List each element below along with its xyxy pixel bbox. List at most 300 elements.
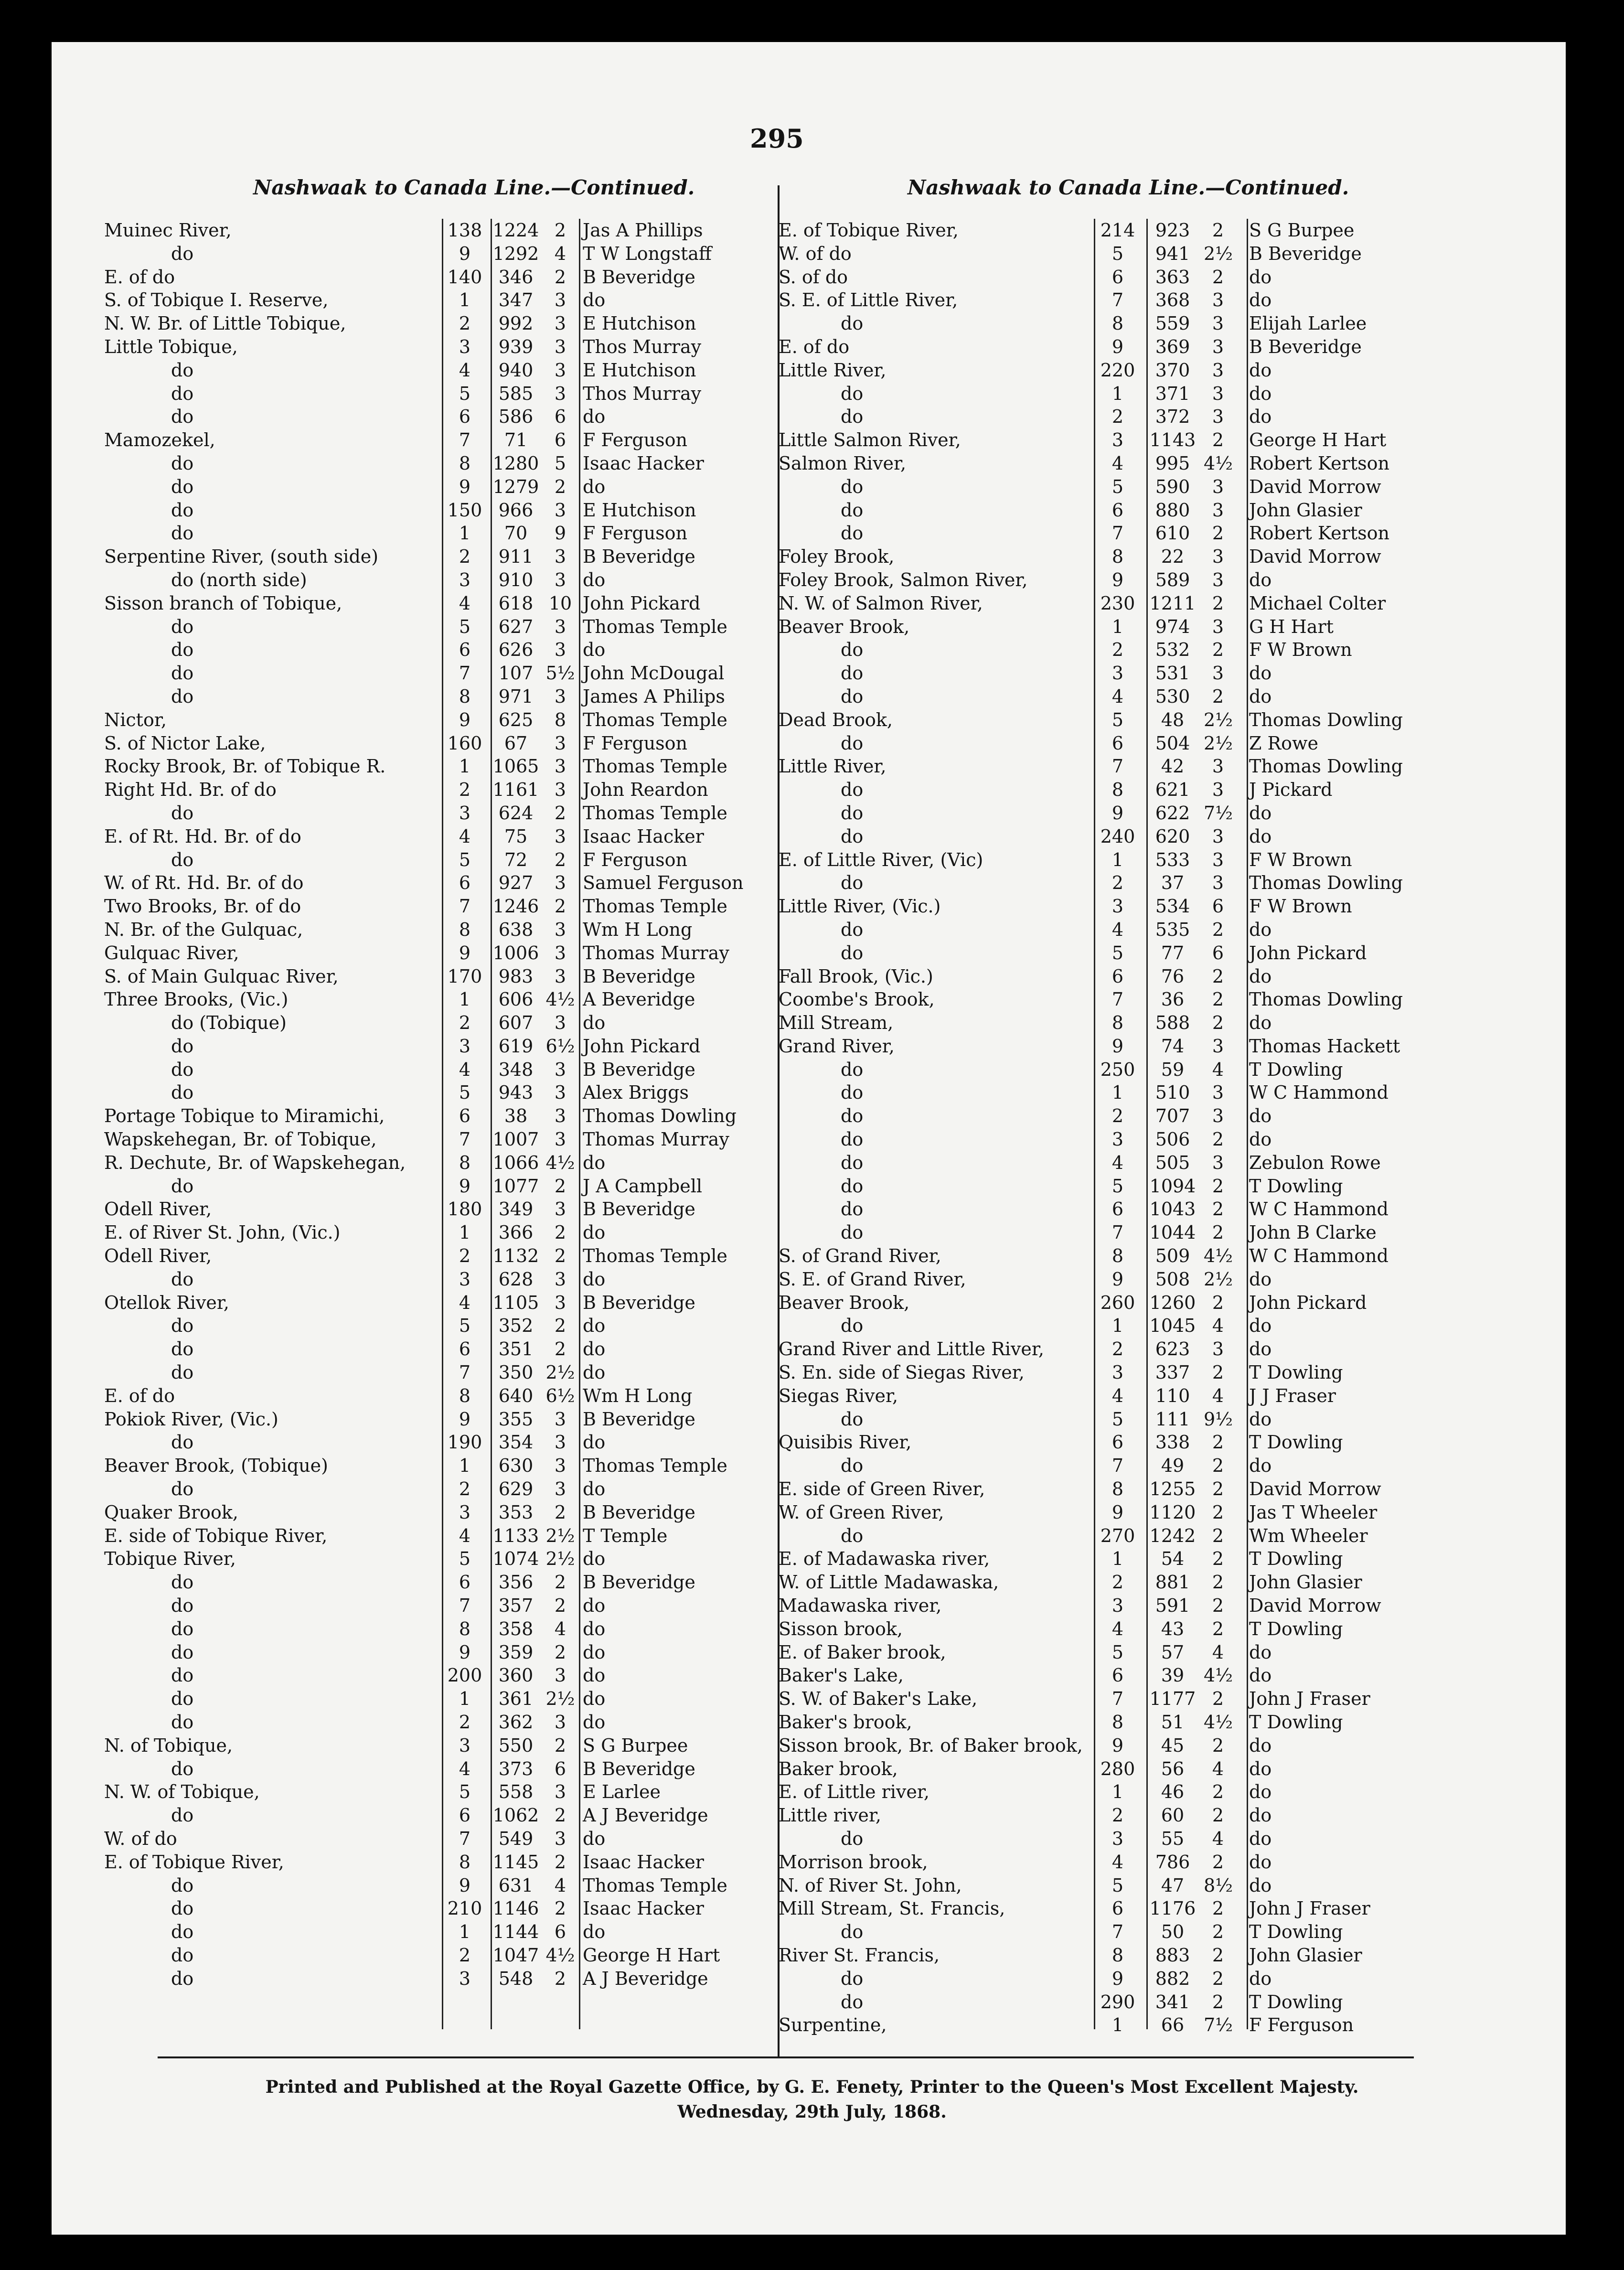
cell-mark: 3 xyxy=(1212,1082,1224,1103)
cell-place: Grand River and Little River, xyxy=(779,1338,1044,1360)
cell-lot: 110 xyxy=(1155,1385,1190,1406)
cell-name: Thomas Temple xyxy=(583,1874,727,1896)
cell-place: do xyxy=(171,639,194,661)
cell-name: do xyxy=(583,1152,606,1173)
cell-name: George H Hart xyxy=(1249,429,1387,451)
cell-mark: 5½ xyxy=(545,663,575,684)
cell-lot: 631 xyxy=(498,1874,534,1896)
cell-range: 138 xyxy=(447,220,482,241)
cell-lot: 531 xyxy=(1155,663,1190,684)
cell-range: 1 xyxy=(1111,1082,1124,1103)
cell-range: 3 xyxy=(459,336,471,357)
cell-mark: 3 xyxy=(554,1199,566,1220)
cell-place: Grand River, xyxy=(779,1035,895,1057)
cell-range: 8 xyxy=(459,685,471,707)
cell-lot: 1255 xyxy=(1149,1478,1196,1500)
cell-place: Gulquac River, xyxy=(104,942,239,964)
cell-range: 2 xyxy=(459,1712,471,1733)
cell-name: Thomas Murray xyxy=(583,1129,729,1150)
cell-place: Wapskehegan, Br. of Tobique, xyxy=(104,1129,377,1150)
cell-name: do xyxy=(1249,1338,1272,1360)
cell-name: do xyxy=(583,1362,606,1383)
cell-lot: 940 xyxy=(498,359,534,381)
cell-mark: 2 xyxy=(1212,1618,1224,1639)
cell-range: 8 xyxy=(1111,546,1124,568)
cell-name: do xyxy=(583,639,606,661)
cell-name: do xyxy=(1249,1851,1272,1873)
cell-mark: 3 xyxy=(554,1781,566,1803)
cell-name: T Dowling xyxy=(1249,1432,1343,1453)
right-table-row xyxy=(779,755,1409,778)
cell-lot: 22 xyxy=(1161,546,1185,568)
left-table-row xyxy=(104,1780,773,1804)
cell-lot: 107 xyxy=(498,663,534,684)
cell-mark: 9½ xyxy=(1204,1408,1233,1430)
cell-mark: 3 xyxy=(554,499,566,521)
cell-mark: 2 xyxy=(1212,1805,1224,1826)
cell-name: F W Brown xyxy=(1249,639,1352,661)
cell-place: S. of Tobique I. Reserve, xyxy=(104,289,329,311)
cell-name: F W Brown xyxy=(1249,896,1352,917)
cell-mark: 2 xyxy=(1212,1478,1224,1500)
cell-lot: 1120 xyxy=(1149,1501,1196,1523)
cell-name: A Beveridge xyxy=(583,989,695,1010)
right-table-row xyxy=(779,289,1409,312)
cell-range: 4 xyxy=(1111,1851,1124,1873)
cell-place: do xyxy=(171,1175,194,1197)
cell-mark: 6½ xyxy=(545,1035,575,1057)
cell-place: Little river, xyxy=(779,1805,881,1826)
right-table-row xyxy=(779,1011,1409,1035)
cell-range: 250 xyxy=(1100,1059,1135,1080)
cell-place: do xyxy=(841,1199,864,1220)
cell-name: T Temple xyxy=(583,1525,668,1546)
cell-lot: 882 xyxy=(1155,1968,1190,1989)
left-table-row xyxy=(104,382,773,406)
cell-mark: 3 xyxy=(554,1105,566,1127)
cell-range: 9 xyxy=(459,243,471,264)
left-table-row xyxy=(104,1035,773,1058)
cell-range: 5 xyxy=(459,1082,471,1103)
cell-name: do xyxy=(1249,1105,1272,1127)
cell-range: 9 xyxy=(1111,569,1124,590)
cell-place: E. of Little River, (Vic) xyxy=(779,849,983,870)
cell-place: N. Br. of the Gulquac, xyxy=(104,919,303,940)
cell-place: E. side of Tobique River, xyxy=(104,1525,328,1546)
cell-range: 7 xyxy=(459,1129,471,1150)
cell-lot: 620 xyxy=(1155,825,1190,847)
cell-lot: 67 xyxy=(504,732,528,754)
cell-mark: 2½ xyxy=(545,1362,575,1383)
cell-place: Dead Brook, xyxy=(779,709,893,730)
cell-place: S. of do xyxy=(779,266,848,288)
cell-lot: 610 xyxy=(1155,523,1190,544)
left-table-row xyxy=(104,615,773,639)
cell-mark: 2 xyxy=(554,1898,566,1919)
cell-name: Michael Colter xyxy=(1249,592,1386,614)
cell-lot: 341 xyxy=(1155,1991,1190,2013)
left-table-row xyxy=(104,1268,773,1291)
cell-place: E. of do xyxy=(779,336,850,357)
cell-lot: 66 xyxy=(1161,2014,1185,2036)
cell-range: 190 xyxy=(447,1432,482,1453)
cell-place: do xyxy=(841,825,864,847)
cell-name: B Beveridge xyxy=(583,1501,695,1523)
cell-lot: 923 xyxy=(1155,220,1190,241)
cell-lot: 638 xyxy=(498,919,534,940)
cell-mark: 3 xyxy=(1212,476,1224,497)
cell-range: 7 xyxy=(1111,289,1124,311)
cell-name: do xyxy=(583,1595,606,1617)
cell-place: do xyxy=(841,1968,864,1989)
cell-lot: 607 xyxy=(498,1012,534,1034)
left-table-row xyxy=(104,1687,773,1711)
right-table-row xyxy=(779,522,1409,545)
cell-name: Thos Murray xyxy=(583,336,702,357)
cell-mark: 3 xyxy=(1212,1338,1224,1360)
left-table-row xyxy=(104,708,773,732)
cell-place: do xyxy=(841,1315,864,1337)
cell-range: 4 xyxy=(459,1525,471,1546)
cell-lot: 56 xyxy=(1161,1758,1185,1779)
left-table-row xyxy=(104,755,773,778)
cell-mark: 4½ xyxy=(545,989,575,1010)
cell-range: 3 xyxy=(1111,663,1124,684)
cell-range: 5 xyxy=(1111,1641,1124,1663)
cell-range: 3 xyxy=(1111,1129,1124,1150)
cell-name: T Dowling xyxy=(1249,1362,1343,1383)
cell-place: do xyxy=(841,1059,864,1080)
cell-name: do xyxy=(1249,266,1272,288)
cell-range: 8 xyxy=(1111,1712,1124,1733)
cell-name: W C Hammond xyxy=(1249,1199,1389,1220)
cell-name: do xyxy=(1249,1455,1272,1477)
right-table-row xyxy=(779,708,1409,732)
cell-name: John Reardon xyxy=(583,779,708,801)
cell-place: do xyxy=(171,1059,194,1080)
cell-range: 180 xyxy=(447,1199,482,1220)
cell-lot: 1143 xyxy=(1149,429,1196,451)
cell-mark: 2 xyxy=(1212,1501,1224,1523)
cell-name: A J Beveridge xyxy=(583,1805,708,1826)
right-table-row xyxy=(779,1081,1409,1104)
cell-lot: 356 xyxy=(498,1572,534,1593)
left-table-row xyxy=(104,1244,773,1268)
cell-lot: 338 xyxy=(1155,1432,1190,1453)
cell-name: Thomas Dowling xyxy=(1249,756,1403,777)
cell-lot: 1047 xyxy=(492,1944,539,1966)
cell-mark: 2 xyxy=(554,1315,566,1337)
cell-range: 170 xyxy=(447,965,482,987)
cell-lot: 36 xyxy=(1161,989,1185,1010)
cell-mark: 3 xyxy=(1212,289,1224,311)
cell-range: 5 xyxy=(1111,243,1124,264)
cell-place: do xyxy=(171,1968,194,1989)
cell-place: Siegas River, xyxy=(779,1385,898,1406)
cell-range: 3 xyxy=(459,569,471,590)
cell-name: do xyxy=(1249,1781,1272,1803)
right-table-row xyxy=(779,1944,1409,1967)
right-table-row xyxy=(779,1291,1409,1315)
cell-mark: 2½ xyxy=(545,1525,575,1546)
cell-lot: 1260 xyxy=(1149,1292,1196,1313)
cell-mark: 2 xyxy=(554,266,566,288)
cell-place: S. of Main Gulquac River, xyxy=(104,965,339,987)
right-table-row xyxy=(779,1780,1409,1804)
cell-name: T Dowling xyxy=(1249,1059,1343,1080)
cell-lot: 625 xyxy=(498,709,534,730)
cell-mark: 3 xyxy=(554,1268,566,1290)
cell-mark: 2 xyxy=(1212,1222,1224,1243)
cell-lot: 974 xyxy=(1155,616,1190,637)
cell-place: do xyxy=(171,1082,194,1103)
cell-place: Sisson branch of Tobique, xyxy=(104,592,342,614)
cell-mark: 2 xyxy=(1212,1991,1224,2013)
cell-name: B Beveridge xyxy=(583,1408,695,1430)
cell-mark: 4½ xyxy=(545,1152,575,1173)
right-table-row xyxy=(779,592,1409,615)
cell-mark: 3 xyxy=(1212,499,1224,521)
right-table-row xyxy=(779,732,1409,755)
cell-place: do xyxy=(841,732,864,754)
cell-lot: 1133 xyxy=(492,1525,539,1546)
cell-place: do xyxy=(841,802,864,824)
cell-mark: 3 xyxy=(1212,336,1224,357)
cell-place: E. side of Green River, xyxy=(779,1478,985,1500)
cell-range: 220 xyxy=(1100,359,1135,381)
cell-range: 6 xyxy=(1111,1199,1124,1220)
cell-mark: 3 xyxy=(1212,872,1224,894)
cell-name: do xyxy=(1249,359,1272,381)
cell-name: do xyxy=(583,1338,606,1360)
cell-range: 290 xyxy=(1100,1991,1135,2013)
cell-place: W. of do xyxy=(104,1828,177,1849)
cell-place: do xyxy=(841,476,864,497)
cell-range: 2 xyxy=(459,1245,471,1267)
cell-lot: 72 xyxy=(504,849,528,870)
cell-mark: 3 xyxy=(1212,359,1224,381)
cell-mark: 4 xyxy=(1212,1758,1224,1779)
cell-range: 6 xyxy=(1111,1898,1124,1919)
left-table-row xyxy=(104,638,773,662)
cell-place: do xyxy=(841,639,864,661)
left-table-row xyxy=(104,1338,773,1361)
cell-lot: 358 xyxy=(498,1618,534,1639)
left-table-row xyxy=(104,662,773,685)
cell-place: do xyxy=(841,1152,864,1173)
left-table-row xyxy=(104,988,773,1011)
right-table-row xyxy=(779,778,1409,802)
cell-mark: 2 xyxy=(554,849,566,870)
cell-name: W C Hammond xyxy=(1249,1082,1389,1103)
cell-range: 2 xyxy=(459,1944,471,1966)
cell-range: 6 xyxy=(1111,266,1124,288)
right-table-row xyxy=(779,1221,1409,1244)
cell-range: 3 xyxy=(459,1735,471,1756)
cell-lot: 509 xyxy=(1155,1245,1190,1267)
left-table-row xyxy=(104,592,773,615)
cell-range: 6 xyxy=(459,872,471,894)
cell-lot: 1007 xyxy=(492,1129,539,1150)
cell-name: Jas A Phillips xyxy=(583,220,703,241)
cell-place: do xyxy=(171,1035,194,1057)
left-table-row xyxy=(104,1198,773,1221)
cell-place: Little River, xyxy=(779,756,887,777)
cell-range: 5 xyxy=(1111,1175,1124,1197)
right-table-row xyxy=(779,1104,1409,1128)
cell-lot: 1177 xyxy=(1149,1688,1196,1710)
cell-name: Isaac Hacker xyxy=(583,1898,704,1919)
cell-range: 7 xyxy=(1111,989,1124,1010)
cell-lot: 589 xyxy=(1155,569,1190,590)
cell-mark: 2 xyxy=(554,896,566,917)
cell-mark: 3 xyxy=(554,1082,566,1103)
cell-mark: 2 xyxy=(1212,1944,1224,1966)
cell-lot: 1074 xyxy=(492,1548,539,1570)
cell-range: 7 xyxy=(1111,523,1124,544)
cell-lot: 1006 xyxy=(492,942,539,964)
cell-mark: 4½ xyxy=(1204,1712,1233,1733)
cell-name: Elijah Larlee xyxy=(1249,313,1367,334)
left-table-row xyxy=(104,1851,773,1874)
cell-lot: 606 xyxy=(498,989,534,1010)
right-column-table xyxy=(779,219,1409,2037)
cell-name: do xyxy=(1249,1828,1272,1849)
cell-range: 5 xyxy=(1111,1408,1124,1430)
cell-mark: 6 xyxy=(1212,942,1224,964)
right-table-row xyxy=(779,1967,1409,1991)
cell-place: do xyxy=(841,1525,864,1546)
cell-place: E. of Rt. Hd. Br. of do xyxy=(104,825,301,847)
cell-name: do xyxy=(1249,1805,1272,1826)
cell-lot: 504 xyxy=(1155,732,1190,754)
cell-name: do xyxy=(583,1921,606,1943)
cell-place: do xyxy=(841,1082,864,1103)
cell-lot: 1211 xyxy=(1149,592,1196,614)
cell-place: do xyxy=(171,406,194,428)
left-table-row xyxy=(104,312,773,335)
cell-mark: 3 xyxy=(1212,1035,1224,1057)
left-table-row xyxy=(104,942,773,965)
cell-mark: 2 xyxy=(554,1805,566,1826)
left-table-row xyxy=(104,428,773,452)
cell-place: W. of do xyxy=(779,243,852,264)
cell-name: do xyxy=(583,1012,606,1034)
cell-name: Isaac Hacker xyxy=(583,825,704,847)
right-table-row xyxy=(779,1804,1409,1827)
cell-mark: 3 xyxy=(554,732,566,754)
cell-name: do xyxy=(1249,919,1272,940)
cell-mark: 3 xyxy=(554,1828,566,1849)
cell-place: N. of River St. John, xyxy=(779,1874,962,1896)
cell-lot: 46 xyxy=(1161,1781,1185,1803)
cell-name: John McDougal xyxy=(583,663,725,684)
cell-range: 5 xyxy=(459,1315,471,1337)
cell-range: 4 xyxy=(459,1292,471,1313)
cell-range: 6 xyxy=(459,406,471,428)
cell-mark: 5 xyxy=(554,452,566,474)
right-table-row xyxy=(779,1827,1409,1851)
right-table-row xyxy=(779,1338,1409,1361)
cell-place: do (Tobique) xyxy=(171,1012,287,1034)
cell-lot: 51 xyxy=(1161,1712,1185,1733)
cell-name: John J Fraser xyxy=(1249,1688,1370,1710)
cell-lot: 1279 xyxy=(492,476,539,497)
right-table-row xyxy=(779,219,1409,242)
cell-lot: 1062 xyxy=(492,1805,539,1826)
cell-lot: 75 xyxy=(504,825,528,847)
cell-mark: 2 xyxy=(554,1175,566,1197)
cell-place: Quaker Brook, xyxy=(104,1501,238,1523)
cell-lot: 629 xyxy=(498,1478,534,1500)
cell-place: do xyxy=(171,1921,194,1943)
cell-place: do xyxy=(841,872,864,894)
cell-place: Baker brook, xyxy=(779,1758,898,1779)
cell-lot: 371 xyxy=(1155,383,1190,404)
left-table-row xyxy=(104,1431,773,1454)
right-table-row xyxy=(779,545,1409,568)
cell-lot: 1105 xyxy=(492,1292,539,1313)
cell-mark: 3 xyxy=(1212,756,1224,777)
cell-mark: 2 xyxy=(1212,1781,1224,1803)
cell-name: Zebulon Rowe xyxy=(1249,1152,1381,1173)
cell-place: do xyxy=(841,663,864,684)
cell-mark: 2 xyxy=(1212,1129,1224,1150)
cell-place: Salmon River, xyxy=(779,452,907,474)
right-table-row xyxy=(779,1314,1409,1338)
left-table-row xyxy=(104,1524,773,1548)
cell-mark: 2 xyxy=(1212,639,1224,661)
cell-range: 1 xyxy=(1111,1781,1124,1803)
cell-place: do xyxy=(171,476,194,497)
cell-name: do xyxy=(583,476,606,497)
cell-range: 3 xyxy=(1111,1362,1124,1383)
left-table-row xyxy=(104,965,773,988)
cell-mark: 3 xyxy=(1212,546,1224,568)
left-table-row xyxy=(104,871,773,895)
cell-place: Little Tobique, xyxy=(104,336,238,357)
cell-name: do xyxy=(1249,1641,1272,1663)
cell-range: 240 xyxy=(1100,825,1135,847)
right-table-row xyxy=(779,1897,1409,1920)
cell-mark: 2 xyxy=(1212,1898,1224,1919)
cell-name: E Hutchison xyxy=(583,359,696,381)
cell-lot: 510 xyxy=(1155,1082,1190,1103)
cell-name: Wm Wheeler xyxy=(1249,1525,1368,1546)
cell-name: David Morrow xyxy=(1249,1478,1381,1500)
left-table-row xyxy=(104,1734,773,1757)
cell-mark: 3 xyxy=(1212,569,1224,590)
cell-name: B Beveridge xyxy=(583,1059,695,1080)
cell-range: 1 xyxy=(459,989,471,1010)
left-table-row xyxy=(104,685,773,708)
cell-place: do xyxy=(171,663,194,684)
cell-mark: 3 xyxy=(554,569,566,590)
cell-mark: 2 xyxy=(1212,965,1224,987)
left-table-row xyxy=(104,732,773,755)
cell-range: 6 xyxy=(459,1105,471,1127)
right-table-row xyxy=(779,242,1409,266)
cell-name: Wm H Long xyxy=(583,1385,693,1406)
cell-lot: 55 xyxy=(1161,1828,1185,1849)
cell-lot: 363 xyxy=(1155,266,1190,288)
cell-name: Samuel Ferguson xyxy=(583,872,744,894)
cell-place: do xyxy=(171,1712,194,1733)
cell-range: 4 xyxy=(459,1758,471,1779)
cell-mark: 7½ xyxy=(1204,2014,1233,2036)
cell-range: 8 xyxy=(459,1618,471,1639)
cell-name: Thomas Temple xyxy=(583,1245,727,1267)
